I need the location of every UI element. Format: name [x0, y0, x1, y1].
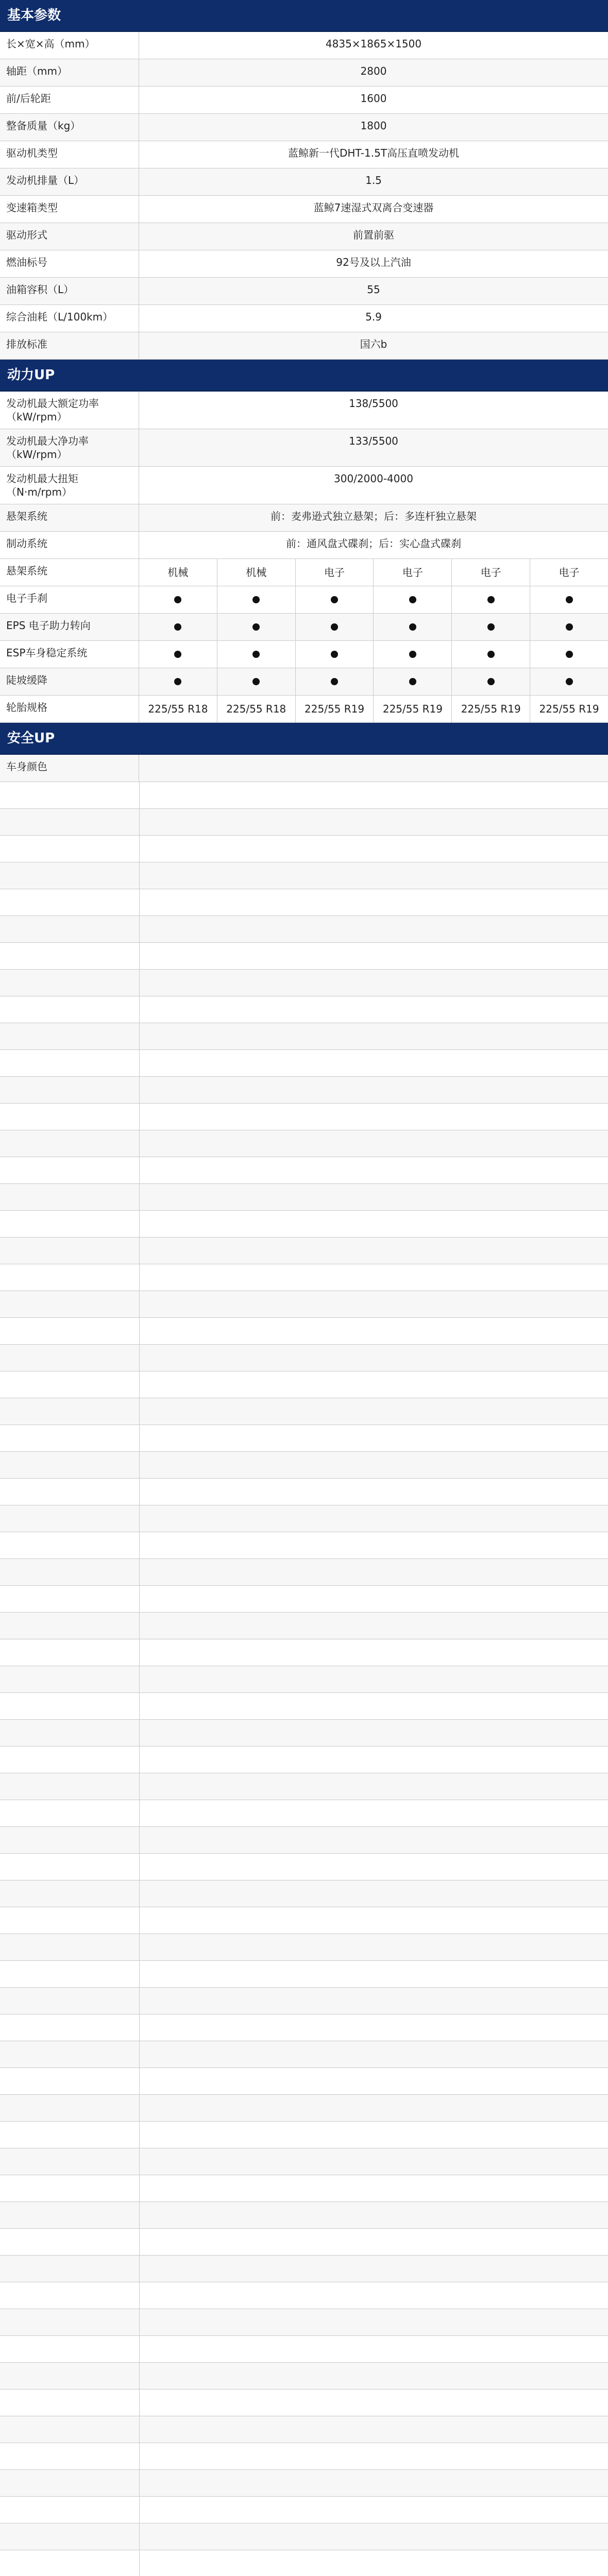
- trim-cell: 225/55 R19: [452, 696, 530, 722]
- power-label: 发动机最大额定功率（kW/rpm）: [0, 392, 139, 429]
- trim-cell: 225/55 R19: [296, 696, 374, 722]
- basic-value: 蓝鲸7速湿式双离合变速器: [313, 201, 434, 214]
- spec-table-body: [0, 782, 608, 2576]
- power-value: 138/5500: [349, 397, 398, 410]
- trim-cell: [374, 668, 452, 695]
- basic-label: 综合油耗（L/100km）: [0, 305, 139, 332]
- power-value: 300/2000-4000: [334, 472, 413, 485]
- power-params-table: [0, 392, 608, 559]
- trim-cell: [452, 586, 530, 613]
- basic-label: 油箱容积（L）: [0, 278, 139, 304]
- basic-value: 1600: [360, 92, 387, 105]
- trim-cell: [139, 614, 217, 640]
- safety-color-value: [139, 755, 608, 782]
- trim-row: [0, 641, 608, 668]
- trim-row-label: EPS 电子助力转向: [0, 614, 139, 640]
- basic-row: [0, 168, 608, 196]
- basic-label: 排放标准: [0, 332, 139, 359]
- basic-row: [0, 114, 608, 141]
- standard-dot-icon: [174, 596, 181, 603]
- basic-row: [0, 87, 608, 114]
- trim-header-label: 悬架系统: [0, 559, 139, 586]
- basic-value: 92号及以上汽油: [336, 256, 411, 268]
- trim-cell: [530, 641, 608, 668]
- trim-row: [0, 614, 608, 641]
- basic-value: 前置前驱: [353, 229, 394, 241]
- trim-cell: 225/55 R19: [539, 703, 599, 715]
- basic-value: 55: [367, 283, 380, 296]
- trim-cell: [374, 641, 452, 668]
- basic-value: 1800: [360, 120, 387, 132]
- trim-row: [0, 586, 608, 614]
- trim-cell: [139, 668, 217, 695]
- standard-dot-icon: [487, 678, 495, 685]
- power-value: 前：麦弗逊式独立悬架；后：多连杆独立悬架: [271, 510, 477, 522]
- trim-cell: [530, 614, 608, 640]
- standard-dot-icon: [252, 651, 260, 658]
- trim-cell: [296, 668, 374, 695]
- trim-cell: [217, 668, 296, 695]
- trim-row: [0, 668, 608, 696]
- basic-label: 轴距（mm）: [0, 59, 139, 86]
- trim-cell: [374, 586, 452, 613]
- trim-header-cell: 电子: [452, 559, 530, 586]
- trim-cell: [530, 586, 608, 613]
- basic-row: [0, 196, 608, 223]
- trim-header-cell: 电子: [296, 559, 374, 586]
- standard-dot-icon: [409, 623, 416, 631]
- power-row: [0, 467, 608, 504]
- trim-cell: [296, 641, 374, 668]
- power-label: 制动系统: [0, 532, 139, 558]
- power-row: [0, 504, 608, 532]
- basic-row: [0, 250, 608, 278]
- table-row-lines: [0, 782, 608, 2576]
- power-row: [0, 392, 608, 429]
- trim-cell: [296, 614, 374, 640]
- standard-dot-icon: [174, 678, 181, 685]
- table-column-divider: [139, 782, 140, 2576]
- trim-row: [0, 696, 608, 723]
- trim-cell: [217, 641, 296, 668]
- basic-value: 蓝鲸新一代DHT-1.5T高压直喷发动机: [288, 147, 460, 159]
- trim-header-cell: 机械: [139, 559, 217, 586]
- trim-cell: 225/55 R18: [217, 696, 296, 722]
- trim-cell: [217, 586, 296, 613]
- basic-value: 2800: [360, 65, 387, 77]
- standard-dot-icon: [487, 623, 495, 631]
- basic-value: 1.5: [365, 174, 382, 187]
- trim-cell: [296, 586, 374, 613]
- basic-label: 整备质量（kg）: [0, 114, 139, 141]
- trim-cell: 225/55 R19: [374, 696, 452, 722]
- standard-dot-icon: [566, 623, 573, 631]
- basic-label: 前/后轮距: [0, 87, 139, 113]
- basic-value: 4835×1865×1500: [325, 38, 422, 50]
- basic-row: [0, 141, 608, 168]
- power-row: [0, 532, 608, 559]
- trim-header-row: [0, 559, 608, 586]
- basic-row: [0, 305, 608, 332]
- standard-dot-icon: [331, 596, 338, 603]
- safety-color-label: 车身颜色: [0, 755, 139, 782]
- trim-row-label: 陡坡缓降: [0, 668, 139, 695]
- basic-label: 变速箱类型: [0, 196, 139, 223]
- power-trim-table: [0, 586, 608, 723]
- trim-row-label: 轮胎规格: [0, 696, 139, 722]
- trim-cell: [374, 614, 452, 640]
- standard-dot-icon: [331, 651, 338, 658]
- section-power-header: 动力UP: [0, 360, 608, 392]
- section-basic-header: 基本参数: [0, 0, 608, 32]
- standard-dot-icon: [409, 596, 416, 603]
- standard-dot-icon: [566, 678, 573, 685]
- trim-cell: [452, 641, 530, 668]
- basic-row: [0, 32, 608, 59]
- basic-label: 长×宽×高（mm）: [0, 32, 139, 59]
- standard-dot-icon: [252, 678, 260, 685]
- section-safety-header: 安全UP: [0, 723, 608, 755]
- standard-dot-icon: [252, 623, 260, 631]
- trim-row-label: 电子手刹: [0, 586, 139, 613]
- standard-dot-icon: [566, 596, 573, 603]
- basic-label: 驱动形式: [0, 223, 139, 250]
- power-value: 133/5500: [349, 435, 398, 447]
- trim-cell: [139, 586, 217, 613]
- trim-cell: [530, 668, 608, 695]
- basic-params-table: [0, 32, 608, 360]
- trim-cell: 225/55 R18: [139, 696, 217, 722]
- trim-cell: [217, 614, 296, 640]
- basic-row: [0, 278, 608, 305]
- standard-dot-icon: [252, 596, 260, 603]
- standard-dot-icon: [174, 623, 181, 631]
- basic-row: [0, 332, 608, 360]
- trim-cell: [452, 668, 530, 695]
- basic-label: 燃油标号: [0, 250, 139, 277]
- basic-row: [0, 59, 608, 87]
- trim-header-cell: 电子: [374, 559, 452, 586]
- standard-dot-icon: [174, 651, 181, 658]
- standard-dot-icon: [487, 596, 495, 603]
- standard-dot-icon: [487, 651, 495, 658]
- standard-dot-icon: [566, 651, 573, 658]
- trim-cell: [452, 614, 530, 640]
- trim-header-cell: 电子: [559, 566, 580, 579]
- power-label: 发动机最大扭矩（N·m/rpm）: [0, 467, 139, 504]
- standard-dot-icon: [331, 623, 338, 631]
- standard-dot-icon: [409, 678, 416, 685]
- power-row: [0, 429, 608, 467]
- power-label: 悬架系统: [0, 504, 139, 531]
- basic-value: 国六b: [360, 338, 387, 350]
- basic-label: 发动机排量（L）: [0, 168, 139, 195]
- power-label: 发动机最大净功率（kW/rpm）: [0, 429, 139, 466]
- trim-row-label: ESP车身稳定系统: [0, 641, 139, 668]
- trim-header-cell: 机械: [217, 559, 296, 586]
- standard-dot-icon: [409, 651, 416, 658]
- power-value: 前：通风盘式碟刹；后：实心盘式碟刹: [286, 537, 461, 550]
- trim-cell: [139, 641, 217, 668]
- safety-color-row: [0, 755, 608, 782]
- basic-value: 5.9: [365, 311, 382, 323]
- standard-dot-icon: [331, 678, 338, 685]
- basic-label: 驱动机类型: [0, 141, 139, 168]
- basic-row: [0, 223, 608, 250]
